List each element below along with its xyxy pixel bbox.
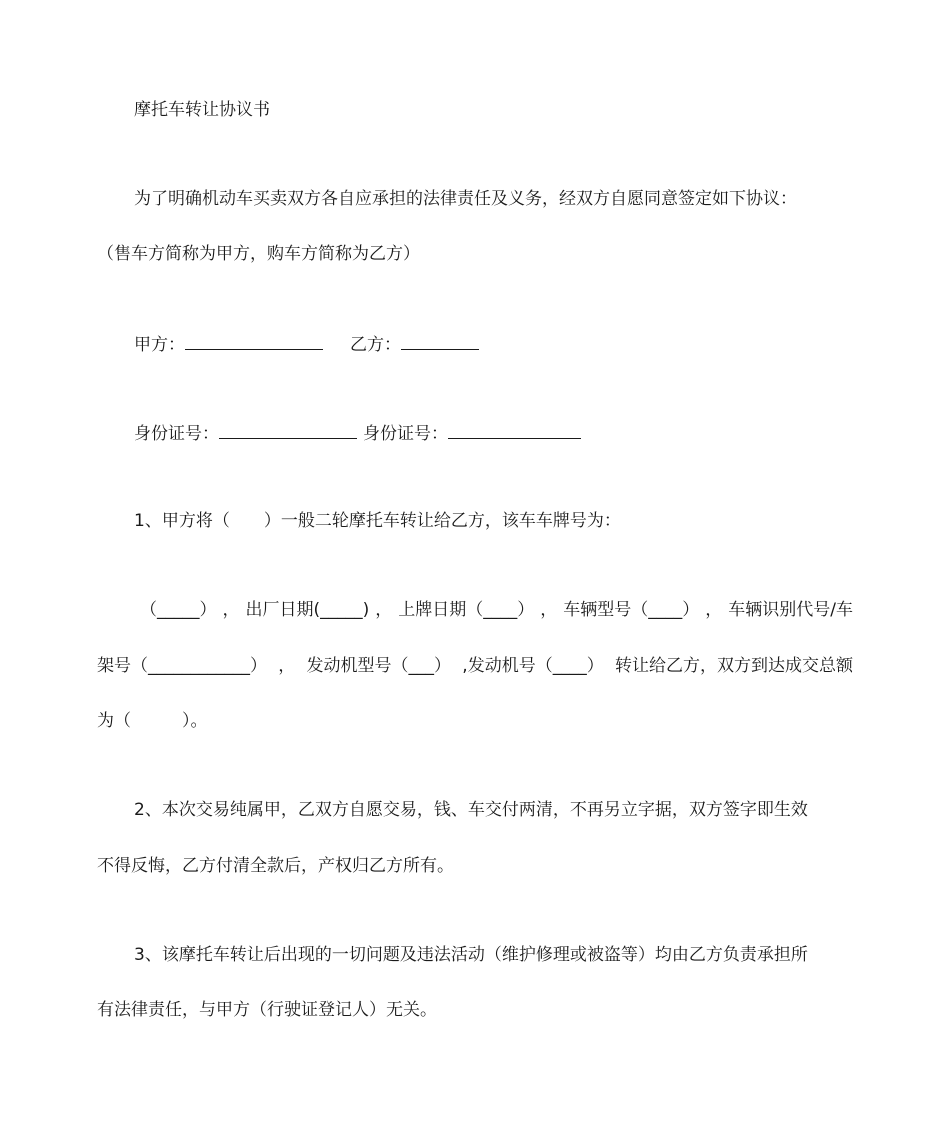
clause-3-line-2: 有法律责任，与甲方（行驶证登记人）无关。 — [97, 1000, 437, 1020]
comma: ， — [705, 600, 723, 620]
clause-2-line-1: 2、本次交易纯属甲，乙双方自愿交易，钱、车交付两清，不再另立字据，双方签字即生效 — [134, 800, 808, 820]
party-a-label: 甲方： — [134, 335, 185, 355]
comma: ， — [375, 600, 393, 620]
frame-number-segment: 架号（____________） — [97, 656, 267, 676]
registration-date-segment: 上牌日期（____） — [398, 600, 535, 620]
clause-1-line-2 — [140, 599, 853, 621]
comma: ， — [278, 656, 296, 676]
id-a-blank — [219, 421, 357, 439]
party-a-blank — [185, 332, 323, 350]
engine-number-segment: ,发动机号（____） — [462, 656, 604, 676]
clause-1-line-3 — [97, 655, 853, 677]
clause-1-line-4: 为（ ）。 — [97, 711, 208, 731]
vin-label-segment: 车辆识别代号/车 — [728, 600, 853, 620]
document-title: 摩托车转让协议书 — [134, 100, 270, 120]
engine-model-segment: 发动机型号（___） — [306, 656, 452, 676]
plate-number-segment: （_____） — [140, 600, 217, 620]
clause-2-line-2: 不得反悔，乙方付清全款后，产权归乙方所有。 — [97, 856, 454, 876]
id-row — [134, 421, 853, 445]
vehicle-model-segment: 车辆型号（____） — [563, 600, 700, 620]
party-b-blank — [401, 332, 479, 350]
comma: ， — [540, 600, 558, 620]
id-b-label: 身份证号： — [363, 424, 448, 444]
clause-1-line-1: 1、甲方将（ ）一般二轮摩托车转让给乙方，该车车牌号为： — [134, 511, 621, 531]
clause-3-line-1: 3、该摩托车转让后出现的一切问题及违法活动（维护修理或被盗等）均由乙方负责承担所 — [134, 945, 808, 965]
comma: ， — [222, 600, 240, 620]
id-a-label: 身份证号： — [134, 424, 219, 444]
id-b-blank — [448, 421, 581, 439]
party-row — [134, 332, 853, 356]
factory-date-segment: 出厂日期(_____) — [245, 600, 370, 620]
party-b-label: 乙方： — [350, 335, 401, 355]
intro-paragraph-line-1: 为了明确机动车买卖双方各自应承担的法律责任及义务，经双方自愿同意签定如下协议： — [134, 189, 797, 209]
intro-paragraph-line-2: （售车方简称为甲方，购车方简称为乙方） — [97, 244, 420, 264]
transfer-amount-segment: 转让给乙方，双方到达成交总额 — [614, 656, 853, 676]
